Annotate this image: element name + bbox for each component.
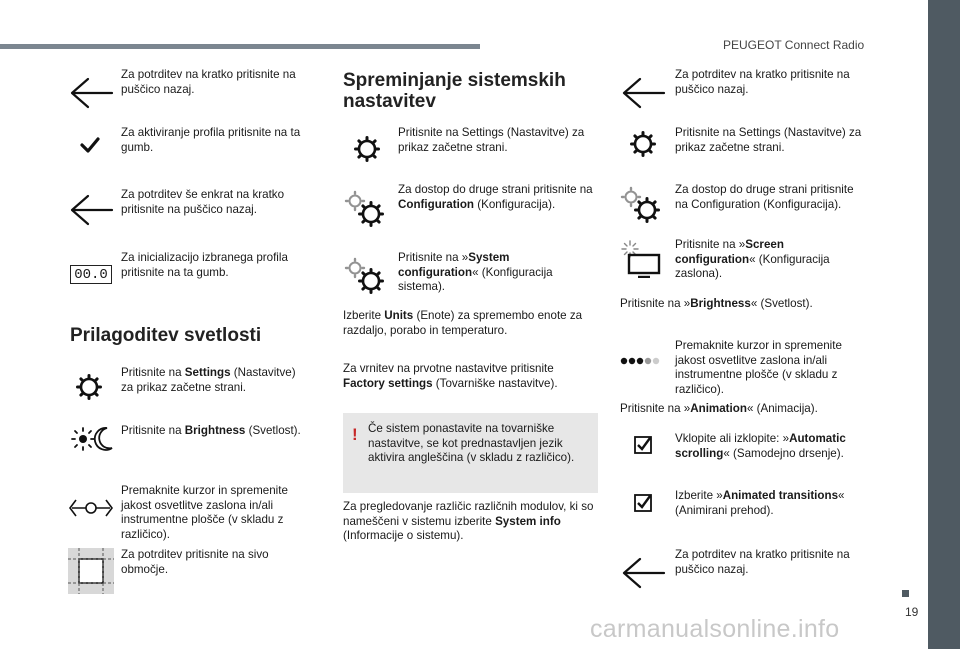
c1-step-activate: Za aktiviranje profila pritisnite na ta gumb. xyxy=(121,126,301,154)
warning-icon: ! xyxy=(352,425,358,444)
brightness-icon xyxy=(70,424,114,454)
grey-area-icon xyxy=(68,548,114,594)
heading-brightness: Prilagoditev svetlosti xyxy=(70,325,262,346)
c3-step-auto-scroll: Vklopite ali izklopite: »Automatic scrolling« (Samodejno drsenje). xyxy=(675,432,846,460)
c3-step-back: Za potrditev na kratko pritisnite na puščico nazaj. xyxy=(675,68,850,96)
c1-step-grey-area: Za potrditev pritisnite na sivo območje. xyxy=(121,548,269,576)
back-arrow-icon xyxy=(620,556,666,590)
c2-units-paragraph: Izberite Units (Enote) za spremembo enote za razdaljo, porabo in temperaturo. xyxy=(343,309,583,337)
c3-step-configuration: Za dostop do druge strani pritisnite na Configuration (Konfiguracija). xyxy=(675,183,854,211)
page-header: PEUGEOT Connect Radio xyxy=(723,38,865,52)
brightness-dots-icon xyxy=(620,356,660,366)
c2-system-info-paragraph: Za pregledovanje različic različnih modulov, ki so nameščeni v sistemu izberite System info (Informacije o sistemu). xyxy=(343,500,594,543)
screen-brightness-icon xyxy=(620,240,662,278)
settings-gear-icon xyxy=(630,131,656,157)
page-number: 19 xyxy=(905,605,919,619)
c3-step-screen-config: Pritisnite na »Screen configuration« (Konfiguracija zaslona). xyxy=(675,238,830,281)
c1-step-slider: Premaknite kurzor in spremenite jakost osvetlitve zaslona in/ali instrumentne plošče (v skladu z različico). xyxy=(121,484,288,541)
c2-step-system-config: Pritisnite na »System configuration« (Konfiguracija sistema). xyxy=(398,251,553,294)
c2-step-configuration: Za dostop do druge strani pritisnite na Configuration (Konfiguracija). xyxy=(398,183,593,211)
configuration-gears-icon xyxy=(344,190,386,228)
c1-step-brightness: Pritisnite na Brightness (Svetlost). xyxy=(121,424,301,437)
c2-step-settings: Pritisnite na Settings (Nastavitve) za prikaz začetne strani. xyxy=(398,126,585,154)
back-arrow-icon xyxy=(68,193,114,227)
settings-gear-icon xyxy=(354,136,380,162)
page-marker xyxy=(902,590,909,597)
c3-animation-paragraph: Pritisnite na »Animation« (Animacija). xyxy=(620,402,818,415)
c3-step-slider: Premaknite kurzor in spremenite jakost osvetlitve zaslona in/ali instrumentne plošče (v skladu z različico). xyxy=(675,339,842,396)
back-arrow-icon xyxy=(620,76,666,110)
reset-value-icon: 00.0 xyxy=(70,265,112,284)
side-bar xyxy=(928,0,960,649)
top-rule xyxy=(0,44,480,49)
warning-text: Če sistem ponastavite na tovarniške nastavitve, se kot prednastavljen jezik aktivira angleščina (v skladu z različico). xyxy=(368,422,575,465)
watermark: carmanualsonline.info xyxy=(590,615,840,643)
checkbox-checked-icon xyxy=(634,436,652,454)
configuration-gears-icon xyxy=(344,257,386,295)
c1-step-back-again: Za potrditev še enkrat na kratko pritisnite na puščico nazaj. xyxy=(121,188,285,216)
back-arrow-icon xyxy=(68,76,114,110)
heading-system-settings: Spreminjanje sistemskih nastavitev xyxy=(343,70,566,112)
checkbox-checked-icon xyxy=(634,494,652,512)
configuration-gears-icon xyxy=(620,186,662,224)
c1-step-back: Za potrditev na kratko pritisnite na puščico nazaj. xyxy=(121,68,296,96)
c3-step-settings: Pritisnite na Settings (Nastavitve) za prikaz začetne strani. xyxy=(675,126,862,154)
checkmark-icon xyxy=(80,137,100,153)
c1-step-init: Za inicializacijo izbranega profila pritisnite na ta gumb. xyxy=(121,251,288,279)
c2-factory-paragraph: Za vrnitev na prvotne nastavitve pritisnite Factory settings (Tovarniške nastavitve). xyxy=(343,362,558,390)
settings-gear-icon xyxy=(76,374,102,400)
c3-brightness-paragraph: Pritisnite na »Brightness« (Svetlost). xyxy=(620,297,813,310)
c1-step-settings: Pritisnite na Settings (Nastavitve) za prikaz začetne strani. xyxy=(121,366,296,394)
c3-step-animated-transitions: Izberite »Animated transitions« (Animirani prehod). xyxy=(675,489,845,517)
c3-step-back-final: Za potrditev na kratko pritisnite na puščico nazaj. xyxy=(675,548,850,576)
slider-icon xyxy=(68,496,114,520)
